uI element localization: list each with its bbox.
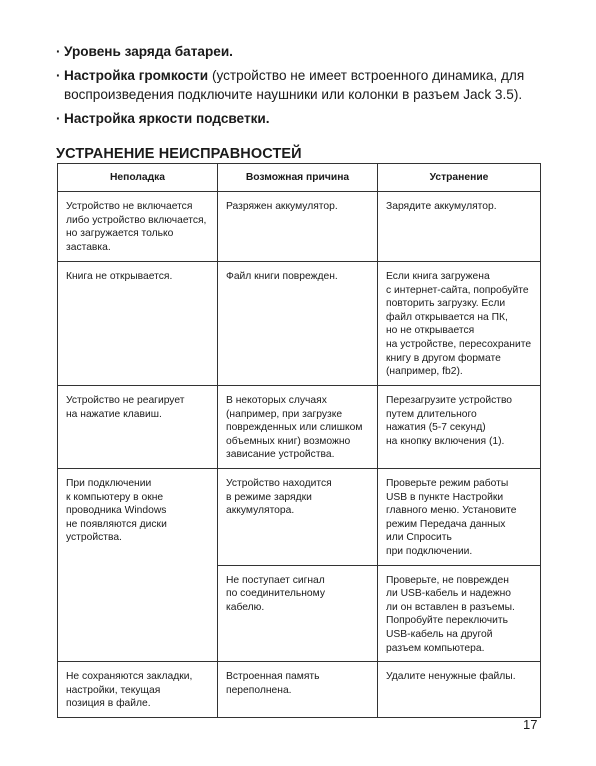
cause-cell: Встроенная память переполнена. xyxy=(218,662,378,718)
fix-cell: Перезагрузите устройство путем длительного нажатия (5-7 секунд) на кнопку включения (1). xyxy=(378,386,541,469)
table-row xyxy=(58,386,541,469)
cause-cell: Файл книги поврежден. xyxy=(218,262,378,386)
bullet-list xyxy=(56,42,566,133)
bullet-bold-text: Уровень заряда батареи. xyxy=(64,44,233,59)
fix-cell: Удалите ненужные файлы. xyxy=(378,662,541,718)
bullet-dot: · xyxy=(56,44,61,59)
problem-cell: Устройство не реагирует на нажатие клавиш. xyxy=(58,386,218,469)
problem-cell: Книга не открывается. xyxy=(58,262,218,386)
bullet-dot: · xyxy=(56,68,61,83)
page-number: 17 xyxy=(523,717,538,732)
fix-cell: Зарядите аккумулятор. xyxy=(378,192,541,262)
problem-cell: При подключении к компьютеру в окне проводника Windows не появляются диски устройства. xyxy=(58,468,218,661)
table-row xyxy=(58,192,541,262)
fix-cell: Проверьте, не поврежден ли USB-кабель и надежно ли он вставлен в разъемы. Попробуйте переключить USB-кабель на другой разъем компьютера. xyxy=(378,565,541,662)
problem-cell: Устройство не включается либо устройство включается, но загружается только заставка. xyxy=(58,192,218,262)
header-cause: Возможная причина xyxy=(218,164,378,192)
troubleshooting-table xyxy=(57,163,541,718)
cause-cell: В некоторых случаях (например, при загрузке поврежденных или слишком объемных книг) возможно зависание устройства. xyxy=(218,386,378,469)
table-header-row xyxy=(58,164,541,192)
bullet-item xyxy=(56,66,566,104)
table-row xyxy=(58,662,541,718)
table-row xyxy=(58,262,541,386)
cause-cell: Разряжен аккумулятор. xyxy=(218,192,378,262)
cause-cell: Устройство находится в режиме зарядки аккумулятора. xyxy=(218,468,378,565)
bullet-text: (устройство не имеет встроенного динамика, для воспроизведения подключите наушники или колонки в разъем Jack 3.5). xyxy=(64,68,525,102)
problem-cell: Не сохраняются закладки, настройки, текущая позиция в файле. xyxy=(58,662,218,718)
cause-cell: Не поступает сигнал по соединительному кабелю. xyxy=(218,565,378,662)
bullet-item xyxy=(56,42,566,61)
header-problem: Неполадка xyxy=(58,164,218,192)
fix-cell: Проверьте режим работы USB в пункте Настройки главного меню. Установите режим Передача данных или Спросить при подключении. xyxy=(378,468,541,565)
bullet-item xyxy=(56,109,566,128)
bullet-bold-text: Настройка громкости xyxy=(64,68,209,83)
fix-cell: Если книга загружена с интернет-сайта, попробуйте повторить загрузку. Если файл открывается на ПК, но не открывается на устройстве, пересохраните книгу в другом формате (например, fb2). xyxy=(378,262,541,386)
header-fix: Устранение xyxy=(378,164,541,192)
section-title: УСТРАНЕНИЕ НЕИСПРАВНОСТЕЙ xyxy=(56,146,302,162)
table-row xyxy=(58,468,541,565)
bullet-bold-text: Настройка яркости подсветки. xyxy=(64,111,270,126)
bullet-dot: · xyxy=(56,111,61,126)
